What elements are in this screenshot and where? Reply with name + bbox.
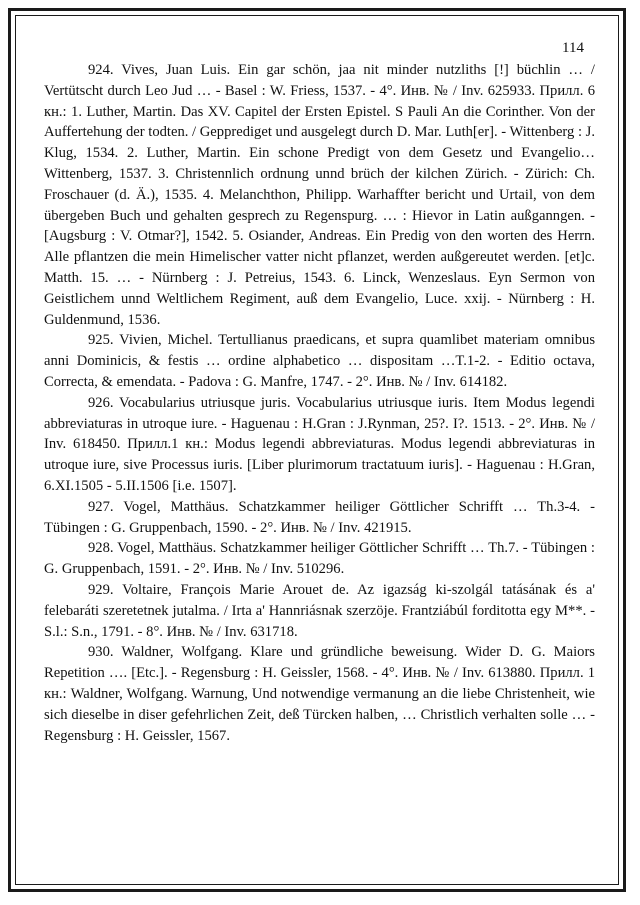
entry-930: 930. Waldner, Wolfgang. Klare und gründliche beweisung. Wider D. G. Maiors Repetition …. [Etc.]. - Regensburg : H. Geissler, 1568. - 4°. Инв. № / Inv. 613880. Прилл. 1 кн.: Waldner, Wolfgang. Warnung, Und notwendige vermanung an die liebe Christenheit, wie sich dieselbe in diser gefehrlichen Zeit, deß Türcken halben, … Christlich verhalten solle … - Regensburg : H. Geissler, 1567. — [44, 644, 595, 744]
catalog-entries — [44, 60, 595, 746]
entry-928: 928. Vogel, Matthäus. Schatzkammer heiliger Göttlicher Schrifft … Th.7. - Tübingen : G. Gruppenbach, 1591. - 2°. Инв. № / Inv. 510296. — [44, 540, 595, 578]
entry-927: 927. Vogel, Matthäus. Schatzkammer heiliger Göttlicher Schrifft … Th.3-4. - Tübingen : G. Gruppenbach, 1590. - 2°. Инв. № / Inv. 421915. — [44, 498, 595, 536]
entry-929: 929. Voltaire, François Marie Arouet de. Az igazság ki-szolgál tatásának és a' felebaráti szeretetnek jutalma. / Irta a' Hannriásnak szerzöje. Frantziábúl forditotta egy M**. - S.l.: S.n., 1791. - 8°. Инв. № / Inv. 631718. — [44, 581, 595, 640]
entry-925: 925. Vivien, Michel. Tertullianus praedicans, et supra quamlibet materiam omnibus anni Dominicis, & festis … ordine alphabetico … dispositam …T.1-2. - Editio octava, Correcta, & emendata. - Padova : G. Manfre, 1747. - 2°. Инв. № / Inv. 614182. — [44, 332, 595, 390]
entry-926: 926. Vocabularius utriusque juris. Vocabularius utriusque iuris. Item Modus legendi abbreviaturas in utroque iure. - Haguenau : H.Gran : J.Rynman, 25?. I?. 1513. - 2°. Инв. № / Inv. 618450. Прилл.1 кн.: Modus legendi abbreviaturas. Modus legendi abbreviaturas in utroque iure, sive Processus iuris. [Liber plurimorum tractatuum iuris]. - Haguenau : H.Gran, 6.XI.1505 - 5.II.1506 [i.e. 1507]. — [44, 394, 595, 494]
page-number: 114 — [562, 40, 584, 56]
entry-924: 924. Vives, Juan Luis. Ein gar schön, jaa nit minder nutzliths [!] büchlin … / Vertütscht durch Leo Jud … - Basel : W. Friess, 1537. - 4°. Инв. № / Inv. 625933. Прилл. 6 кн.: 1. Luther, Martin. Das XV. Capitel der Ersten Epistel. S Pauli An die Corinther. Von der Auffertehung der todten. / Gepprediget und ausgelegt durch D. Mar. Luth[er]. - Wittenberg : J. Klug, 1534. 2. Luther, Martin. Ein schone Predigt von dem Gesetz und Evangelio… Wittenberg, 1537. 3. Christennlich ordnung unnd brüch der kilchen Zürich. - Zürich: Ch. Froschauer (d. Ä.), 1535. 4. Melanchthon, Philipp. Warhaffter bericht und Urtail, von dem übergeben Buch und gehalten gesprech zu Regenspurg. … : Hievor in Latin außganngen. - [Augsburg : V. Otmar?], 1542. 5. Osiander, Andreas. Ein Predig von den worten des Herrn. Alle pflantzen die mein Himelischer vatter nicht pflanzet, werden außgereutet werden. [et]c. Matth. 15. … - Nürnberg : J. Petreius, 1543. 6. Linck, Wenzeslaus. Eyn Sermon von Geistlichem unnd Weltlichem Regiment, auß dem Evangelio, Luce. xxij. - Nürnberg : H. Guldenmund, 1536. — [44, 62, 595, 328]
